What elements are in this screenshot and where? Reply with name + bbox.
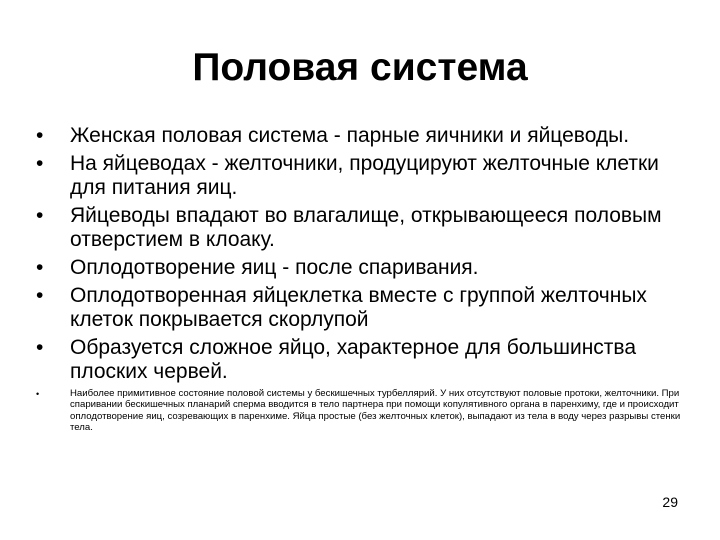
note-item xyxy=(36,388,700,433)
bullet-item xyxy=(36,336,700,384)
bullet-text: Яйцеводы впадают во влагалище, открывающееся половым отверстием в клоаку. xyxy=(70,204,662,251)
bullet-marker: • xyxy=(36,284,44,307)
slide-title: Половая система xyxy=(192,46,528,89)
bullet-marker: • xyxy=(36,152,44,175)
bullet-marker: • xyxy=(36,204,44,227)
bullet-text: На яйцеводах - желточники, продуцируют желточные клетки для питания яиц. xyxy=(70,152,659,199)
bullet-item xyxy=(36,204,700,252)
bullet-item xyxy=(36,124,700,148)
note-text: Наиболее примитивное состояние половой системы у бескишечных турбеллярий. У них отсутствуют половые протоки, желточники. При спаривании бескишечных планарий сперма вводится в тело партнера при помощи копулятивного органа в паренхиму, где и происходит оплодотворение яиц, созревающих в паренхиме. Яйца простые (без желточных клеток), выпадают из тела в воду через разрывы стенки тела. xyxy=(70,388,681,433)
bullet-text: Оплодотворение яиц - после спаривания. xyxy=(70,256,479,279)
bullet-marker: • xyxy=(36,336,44,359)
bullet-item xyxy=(36,152,700,200)
page-number: 29 xyxy=(662,494,678,510)
bullet-text: Образуется сложное яйцо, характерное для большинства плоских червей. xyxy=(70,336,637,383)
bullet-text: Оплодотворенная яйцеклетка вместе с группой желточных клеток покрывается скорлупой xyxy=(70,284,647,331)
bullet-marker: • xyxy=(36,389,40,399)
bullet-marker: • xyxy=(36,124,44,147)
bullet-item xyxy=(36,284,700,332)
bullet-text: Женская половая система - парные яичники и яйцеводы. xyxy=(70,124,630,147)
bullet-marker: • xyxy=(36,256,44,279)
bullet-list xyxy=(36,124,700,437)
bullet-item xyxy=(36,256,700,280)
